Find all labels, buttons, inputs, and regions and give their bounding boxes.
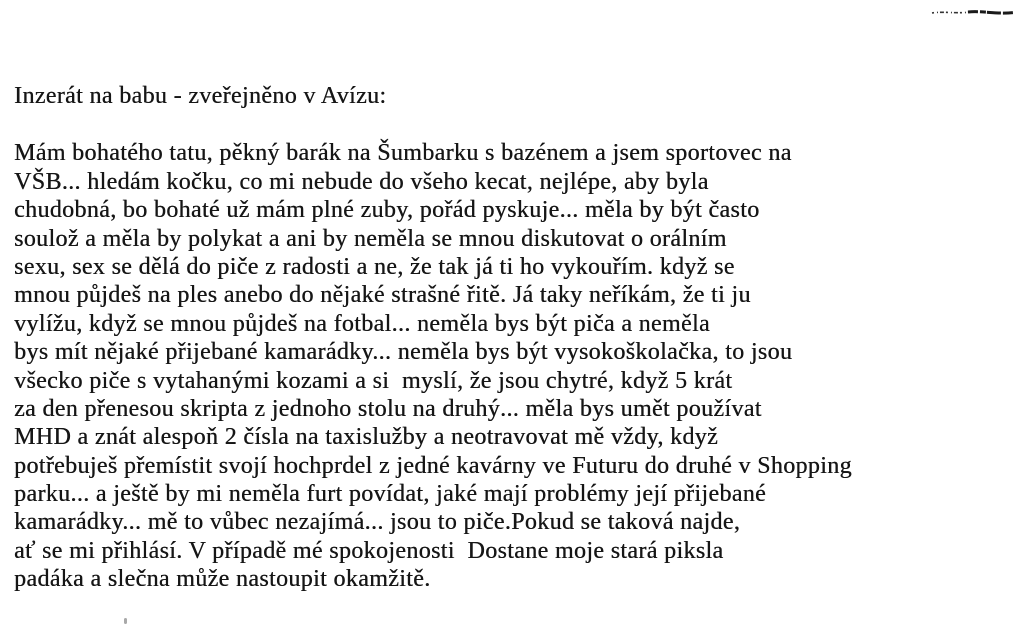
scan-dot-mark bbox=[124, 618, 127, 624]
text-line-12: potřebuješ přemístit svojí hochprdel z jedné kavárny ve Futuru do druhé v Shopping bbox=[14, 452, 852, 479]
document-body bbox=[14, 82, 1009, 594]
text-line-13: parku... a ještě by mi neměla furt povídat, jaké mají problémy její přijebané bbox=[14, 481, 767, 508]
text-line-2: VŠB... hledám kočku, co mi nebude do všeho kecat, nejlépe, aby byla bbox=[14, 168, 709, 195]
text-line-15: ať se mi přihlásí. V případě mé spokojenosti Dostane moje stará piksla bbox=[14, 537, 724, 564]
blank-line bbox=[14, 110, 1009, 139]
text-line-11: MHD a znát alespoň 2 čísla na taxislužby a neotravovat mě vždy, když bbox=[14, 424, 719, 451]
scan-smear-mark bbox=[930, 6, 1016, 20]
text-line-8: bys mít nějaké přijebané kamarádky... neměla bys být vysokoškolačka, to jsou bbox=[14, 339, 793, 366]
text-line-16: padáka a slečna může nastoupit okamžitě. bbox=[14, 566, 431, 593]
document-title-line: Inzerát na babu - zveřejněno v Avízu: bbox=[14, 83, 387, 109]
text-line-5: sexu, sex se dělá do piče z radosti a ne, že tak já ti ho vykouřím. když se bbox=[14, 253, 735, 280]
text-line-6: mnou půjdeš na ples anebo do nějaké strašné řitě. Já taky neříkám, že ti ju bbox=[14, 282, 751, 309]
text-line-4: soulož a měla by polykat a ani by neměla se mnou diskutovat o orálním bbox=[14, 225, 727, 252]
text-line-9: všecko piče s vytahanými kozami a si myslí, že jsou chytré, když 5 krát bbox=[14, 367, 733, 394]
text-line-7: vylížu, když se mnou půjdeš na fotbal... neměla bys být piča a neměla bbox=[14, 310, 710, 337]
text-line-3: chudobná, bo bohaté už mám plné zuby, pořád pyskuje... měla by být často bbox=[14, 197, 760, 224]
text-line-10: za den přenesou skripta z jednoho stolu na druhý... měla bys umět používat bbox=[14, 395, 762, 422]
text-line-1: Mám bohatého tatu, pěkný barák na Šumbarku s bazénem a jsem sportovec na bbox=[14, 140, 792, 167]
text-line-14: kamarádky... mě to vůbec nezajímá... jsou to piče.Pokud se taková najde, bbox=[14, 509, 741, 536]
